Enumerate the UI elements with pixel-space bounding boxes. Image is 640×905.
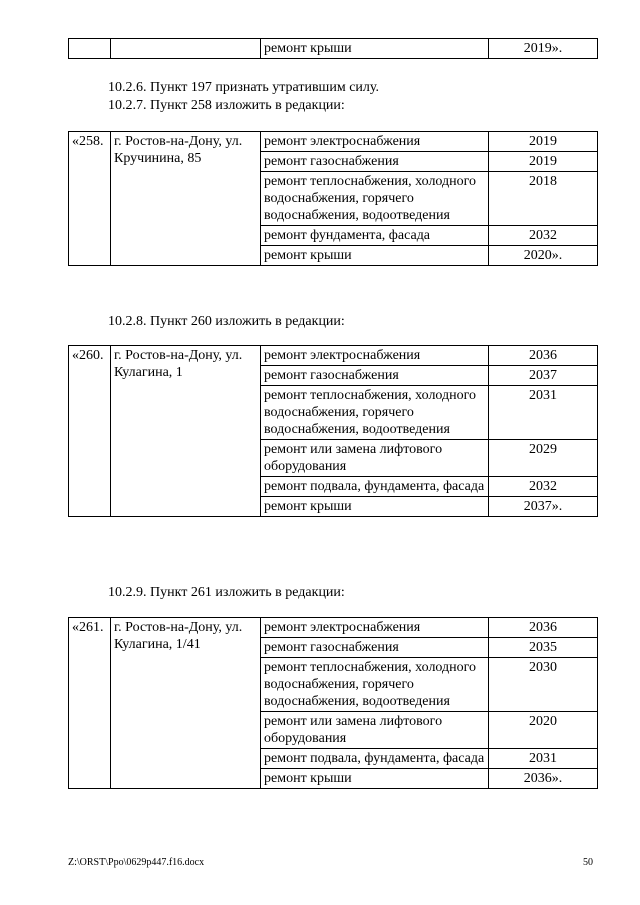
item-number-cell: «258.	[69, 132, 111, 266]
work-cell: ремонт газоснабжения	[261, 366, 489, 386]
year-cell: 2035	[489, 638, 598, 658]
work-cell: ремонт подвала, фундамента, фасада	[261, 749, 489, 769]
work-cell: ремонт газоснабжения	[261, 152, 489, 172]
year-cell: 2031	[489, 386, 598, 440]
paragraph-10-2-6: 10.2.6. Пункт 197 признать утратившим силу.	[108, 80, 379, 95]
table-row	[69, 39, 598, 59]
year-cell: 2018	[489, 172, 598, 226]
year-cell: 2036	[489, 346, 598, 366]
year-cell: 2036».	[489, 769, 598, 789]
work-cell: ремонт электроснабжения	[261, 618, 489, 638]
work-cell: ремонт электроснабжения	[261, 132, 489, 152]
table-row	[69, 132, 598, 152]
paragraph-10-2-8: 10.2.8. Пункт 260 изложить в редакции:	[108, 314, 345, 329]
paragraph-10-2-9: 10.2.9. Пункт 261 изложить в редакции:	[108, 585, 345, 600]
year-cell: 2032	[489, 226, 598, 246]
year-cell: 2019	[489, 132, 598, 152]
footer-page-number: 50	[583, 857, 593, 868]
address-cell: г. Ростов-на-Дону, ул. Кулагина, 1/41	[111, 618, 261, 789]
year-cell: 2031	[489, 749, 598, 769]
row-number-cell	[69, 39, 111, 59]
work-cell: ремонт электроснабжения	[261, 346, 489, 366]
work-cell: ремонт подвала, фундамента, фасада	[261, 477, 489, 497]
continuation-table	[68, 38, 598, 59]
work-cell: ремонт теплоснабжения, холодного водоснабжения, горячего водоснабжения, водоотведения	[261, 386, 489, 440]
address-cell: г. Ростов-на-Дону, ул. Кручинина, 85	[111, 132, 261, 266]
address-cell	[111, 39, 261, 59]
work-cell: ремонт крыши	[261, 769, 489, 789]
year-cell: 2019».	[489, 39, 598, 59]
table-row	[69, 618, 598, 638]
year-cell: 2020	[489, 712, 598, 749]
year-cell: 2032	[489, 477, 598, 497]
year-cell: 2037».	[489, 497, 598, 517]
item-number-cell: «260.	[69, 346, 111, 517]
table-item-261	[68, 617, 598, 789]
work-cell: ремонт теплоснабжения, холодного водоснабжения, горячего водоснабжения, водоотведения	[261, 658, 489, 712]
footer-file-path: Z:\ORST\Ppo\0629p447.f16.docx	[68, 857, 205, 868]
work-cell: ремонт крыши	[261, 39, 489, 59]
table-item-260	[68, 345, 598, 517]
year-cell: 2030	[489, 658, 598, 712]
paragraph-10-2-7: 10.2.7. Пункт 258 изложить в редакции:	[108, 98, 345, 113]
table-row	[69, 346, 598, 366]
work-cell: ремонт или замена лифтового оборудования	[261, 712, 489, 749]
work-cell: ремонт фундамента, фасада	[261, 226, 489, 246]
work-cell: ремонт крыши	[261, 497, 489, 517]
work-cell: ремонт крыши	[261, 246, 489, 266]
work-cell: ремонт газоснабжения	[261, 638, 489, 658]
year-cell: 2029	[489, 440, 598, 477]
year-cell: 2037	[489, 366, 598, 386]
address-cell: г. Ростов-на-Дону, ул. Кулагина, 1	[111, 346, 261, 517]
year-cell: 2036	[489, 618, 598, 638]
year-cell: 2020».	[489, 246, 598, 266]
table-item-258	[68, 131, 598, 266]
year-cell: 2019	[489, 152, 598, 172]
work-cell: ремонт или замена лифтового оборудования	[261, 440, 489, 477]
item-number-cell: «261.	[69, 618, 111, 789]
work-cell: ремонт теплоснабжения, холодного водоснабжения, горячего водоснабжения, водоотведения	[261, 172, 489, 226]
